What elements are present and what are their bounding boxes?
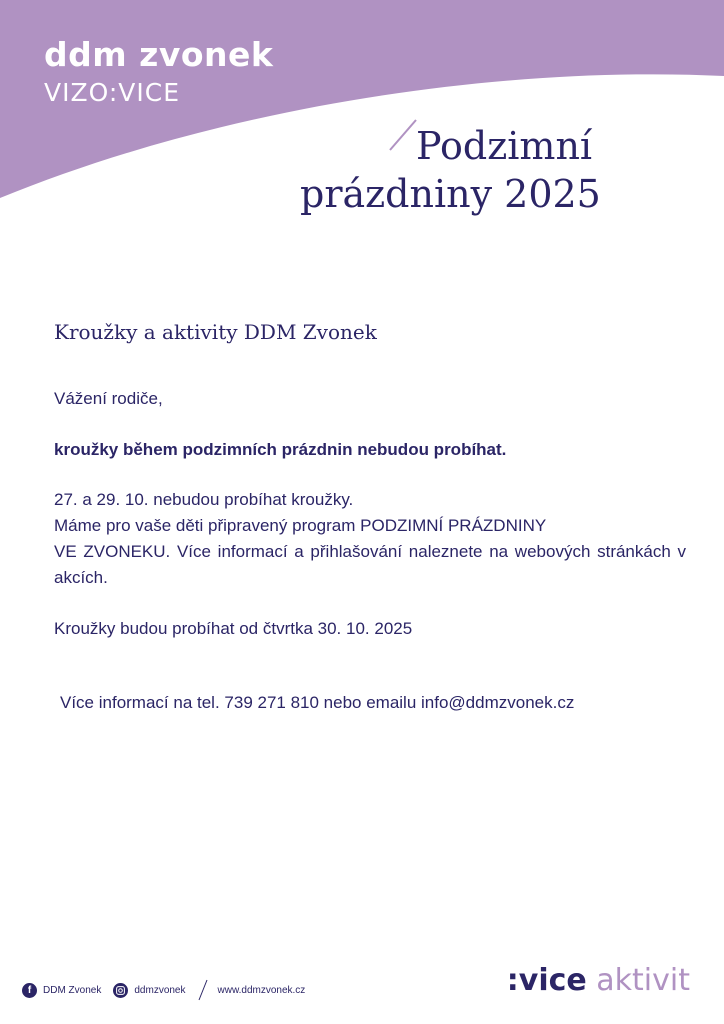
contact-info: Více informací na tel. 739 271 810 nebo emailu info@ddmzvonek.cz [60, 693, 575, 712]
para-line-3: VE ZVONEKU. Více informací a přihlašování naleznete na webových stránkách v akcích. [54, 542, 686, 587]
title-line-1: Podzimní [416, 124, 593, 168]
brand-vice: :vice [506, 963, 587, 998]
instagram-link[interactable] [113, 983, 185, 998]
restart-date-text: Kroužky budou probíhat od čtvrtka 30. 10. 2025 [54, 619, 413, 638]
facebook-link[interactable] [22, 983, 101, 998]
para-line-1: 27. a 29. 10. nebudou probíhat kroužky. [54, 490, 354, 509]
instagram-icon [113, 983, 128, 998]
logo-ddm-zvonek: ddm zvonek [44, 35, 274, 74]
section-heading: Kroužky a aktivity DDM Zvonek [54, 320, 377, 344]
website-label: www.ddmzvonek.cz [217, 984, 306, 996]
title-line-2: prázdniny 2025 [300, 172, 601, 216]
facebook-icon: f [22, 983, 37, 998]
announcement-bold: kroužky během podzimních prázdnin nebudou probíhat. [54, 440, 507, 459]
decorative-slash-icon [388, 118, 418, 152]
website-link[interactable] [218, 985, 306, 996]
facebook-label: DDM Zvonek [43, 984, 102, 996]
info-paragraph [54, 487, 686, 591]
vice-aktivit-logo [506, 963, 690, 998]
para-line-2: Máme pro vaše děti připravený program PODZIMNÍ PRÁZDNINY [54, 516, 547, 535]
brand-aktivit: aktivit [596, 963, 690, 998]
footer-slash-divider [198, 979, 208, 1001]
footer-links [22, 978, 317, 1002]
logo-vizovice: VIZO:VICE [44, 78, 180, 107]
instagram-label: ddmzvonek [134, 984, 186, 996]
greeting-text: Vážení rodiče, [54, 389, 163, 408]
